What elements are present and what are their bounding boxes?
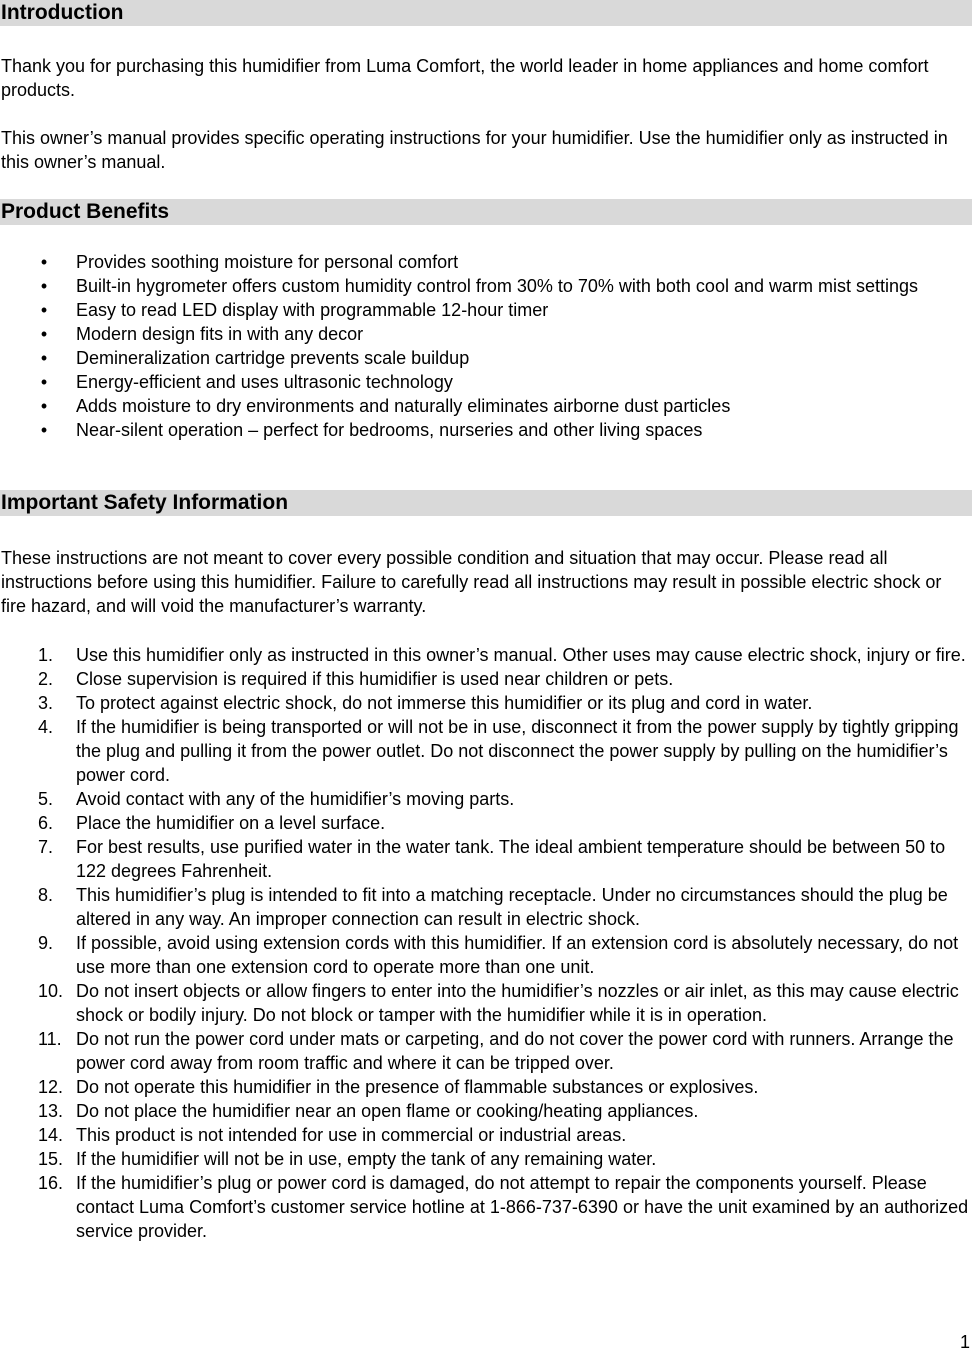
list-item-text: Do not place the humidifier near an open flame or cooking/heating appliances. bbox=[76, 1101, 699, 1121]
list-item bbox=[0, 1171, 972, 1243]
page-number: 1 bbox=[959, 1332, 970, 1352]
list-item bbox=[0, 643, 972, 667]
item-number: 13. bbox=[38, 1101, 64, 1121]
list-item-text: Avoid contact with any of the humidifier’s moving parts. bbox=[76, 789, 515, 809]
section-header-introduction bbox=[0, 0, 972, 26]
bullet-icon: • bbox=[40, 300, 48, 320]
list-item-text: Easy to read LED display with programmable 12-hour timer bbox=[76, 300, 549, 320]
section-header-safety-information bbox=[0, 490, 972, 516]
list-item-text: If the humidifier’s plug or power cord is damaged, do not attempt to repair the components yourself. Please contact Luma Comfort’s customer service hotline at 1-866-737-6390 or have the unit examined by an authorized service provider. bbox=[76, 1173, 969, 1241]
list-item-text: This humidifier’s plug is intended to fit into a matching receptacle. Under no circumstances should the plug be altered in any way. An improper connection can result in electric shock. bbox=[76, 885, 948, 929]
intro-paragraph: Thank you for purchasing this humidifier from Luma Comfort, the world leader in home appliances and home comfort products. bbox=[1, 56, 929, 100]
list-item-text: If the humidifier is being transported or will not be in use, disconnect it from the power supply by tightly gripping the plug and pulling it from the power outlet. Do not disconnect the power supply by pulling on the humidifier’s power cord. bbox=[76, 717, 959, 785]
item-number: 11. bbox=[38, 1029, 62, 1049]
benefits-list bbox=[0, 250, 972, 442]
list-item-text: This product is not intended for use in commercial or industrial areas. bbox=[76, 1125, 627, 1145]
list-item bbox=[0, 1099, 972, 1123]
section-title: Introduction bbox=[1, 1, 124, 24]
list-item bbox=[0, 787, 972, 811]
item-number: 1. bbox=[38, 645, 54, 665]
list-item-text: Demineralization cartridge prevents scale buildup bbox=[76, 348, 470, 368]
bullet-icon: • bbox=[40, 372, 48, 392]
list-item-text: For best results, use purified water in the water tank. The ideal ambient temperature should be between 50 to 122 degrees Fahrenheit. bbox=[76, 837, 946, 881]
list-item-text: Provides soothing moisture for personal comfort bbox=[76, 252, 459, 272]
item-number: 4. bbox=[38, 717, 54, 737]
list-item-text: Place the humidifier on a level surface. bbox=[76, 813, 386, 833]
list-item-text: Modern design fits in with any decor bbox=[76, 324, 364, 344]
safety-intro-paragraph: These instructions are not meant to cover every possible condition and situation that may occur. Please read all instructions before using this humidifier. Failure to carefully read all instructions may result in possible electric shock or fire hazard, and will void the manufacturer’s warranty. bbox=[1, 548, 942, 616]
item-number: 16. bbox=[38, 1173, 64, 1193]
list-item bbox=[0, 979, 972, 1027]
item-number: 15. bbox=[38, 1149, 64, 1169]
list-item-text: Adds moisture to dry environments and naturally eliminates airborne dust particles bbox=[76, 396, 731, 416]
item-number: 8. bbox=[38, 885, 54, 905]
list-item bbox=[0, 1123, 972, 1147]
intro-paragraph: This owner’s manual provides specific operating instructions for your humidifier. Use the humidifier only as instructed in this owner’s manual. bbox=[1, 128, 948, 172]
list-item bbox=[0, 418, 972, 442]
safety-instructions-list bbox=[0, 643, 972, 1243]
bullet-icon: • bbox=[40, 420, 48, 440]
section-title: Important Safety Information bbox=[1, 491, 289, 514]
list-item-text: If the humidifier will not be in use, empty the tank of any remaining water. bbox=[76, 1149, 657, 1169]
item-number: 14. bbox=[38, 1125, 64, 1145]
list-item bbox=[0, 1147, 972, 1171]
list-item-text: Do not operate this humidifier in the presence of flammable substances or explosives. bbox=[76, 1077, 759, 1097]
item-number: 7. bbox=[38, 837, 54, 857]
list-item bbox=[0, 1027, 972, 1075]
list-item bbox=[0, 298, 972, 322]
list-item-text: If possible, avoid using extension cords with this humidifier. If an extension cord is absolutely necessary, do not use more than one extension cord to operate more than one unit. bbox=[76, 933, 959, 977]
list-item-text: Built-in hygrometer offers custom humidity control from 30% to 70% with both cool and warm mist settings bbox=[76, 276, 919, 296]
list-item bbox=[0, 931, 972, 979]
list-item bbox=[0, 394, 972, 418]
list-item bbox=[0, 346, 972, 370]
list-item bbox=[0, 835, 972, 883]
list-item-text: Energy-efficient and uses ultrasonic technology bbox=[76, 372, 453, 392]
list-item bbox=[0, 691, 972, 715]
item-number: 12. bbox=[38, 1077, 64, 1097]
item-number: 10. bbox=[38, 981, 64, 1001]
list-item bbox=[0, 811, 972, 835]
item-number: 9. bbox=[38, 933, 54, 953]
list-item bbox=[0, 883, 972, 931]
section-title: Product Benefits bbox=[1, 200, 170, 223]
bullet-icon: • bbox=[40, 396, 48, 416]
item-number: 2. bbox=[38, 669, 54, 689]
list-item bbox=[0, 250, 972, 274]
list-item-text: Use this humidifier only as instructed in this owner’s manual. Other uses may cause electric shock, injury or fire. bbox=[76, 645, 966, 665]
item-number: 3. bbox=[38, 693, 54, 713]
bullet-icon: • bbox=[40, 324, 48, 344]
list-item bbox=[0, 322, 972, 346]
list-item bbox=[0, 370, 972, 394]
list-item bbox=[0, 274, 972, 298]
item-number: 6. bbox=[38, 813, 54, 833]
section-header-product-benefits bbox=[0, 199, 972, 225]
bullet-icon: • bbox=[40, 276, 48, 296]
bullet-icon: • bbox=[40, 348, 48, 368]
list-item-text: To protect against electric shock, do not immerse this humidifier or its plug and cord in water. bbox=[76, 693, 813, 713]
list-item-text: Do not insert objects or allow fingers to enter into the humidifier’s nozzles or air inlet, as this may cause electric shock or bodily injury. Do not block or tamper with the humidifier while it is in operation. bbox=[76, 981, 959, 1025]
list-item bbox=[0, 1075, 972, 1099]
item-number: 5. bbox=[38, 789, 54, 809]
list-item bbox=[0, 667, 972, 691]
bullet-icon: • bbox=[40, 252, 48, 272]
list-item-text: Close supervision is required if this humidifier is used near children or pets. bbox=[76, 669, 674, 689]
list-item-text: Near-silent operation – perfect for bedrooms, nurseries and other living spaces bbox=[76, 420, 703, 440]
list-item-text: Do not run the power cord under mats or carpeting, and do not cover the power cord with runners. Arrange the power cord away from room traffic and where it can be tripped over. bbox=[76, 1029, 954, 1073]
list-item bbox=[0, 715, 972, 787]
